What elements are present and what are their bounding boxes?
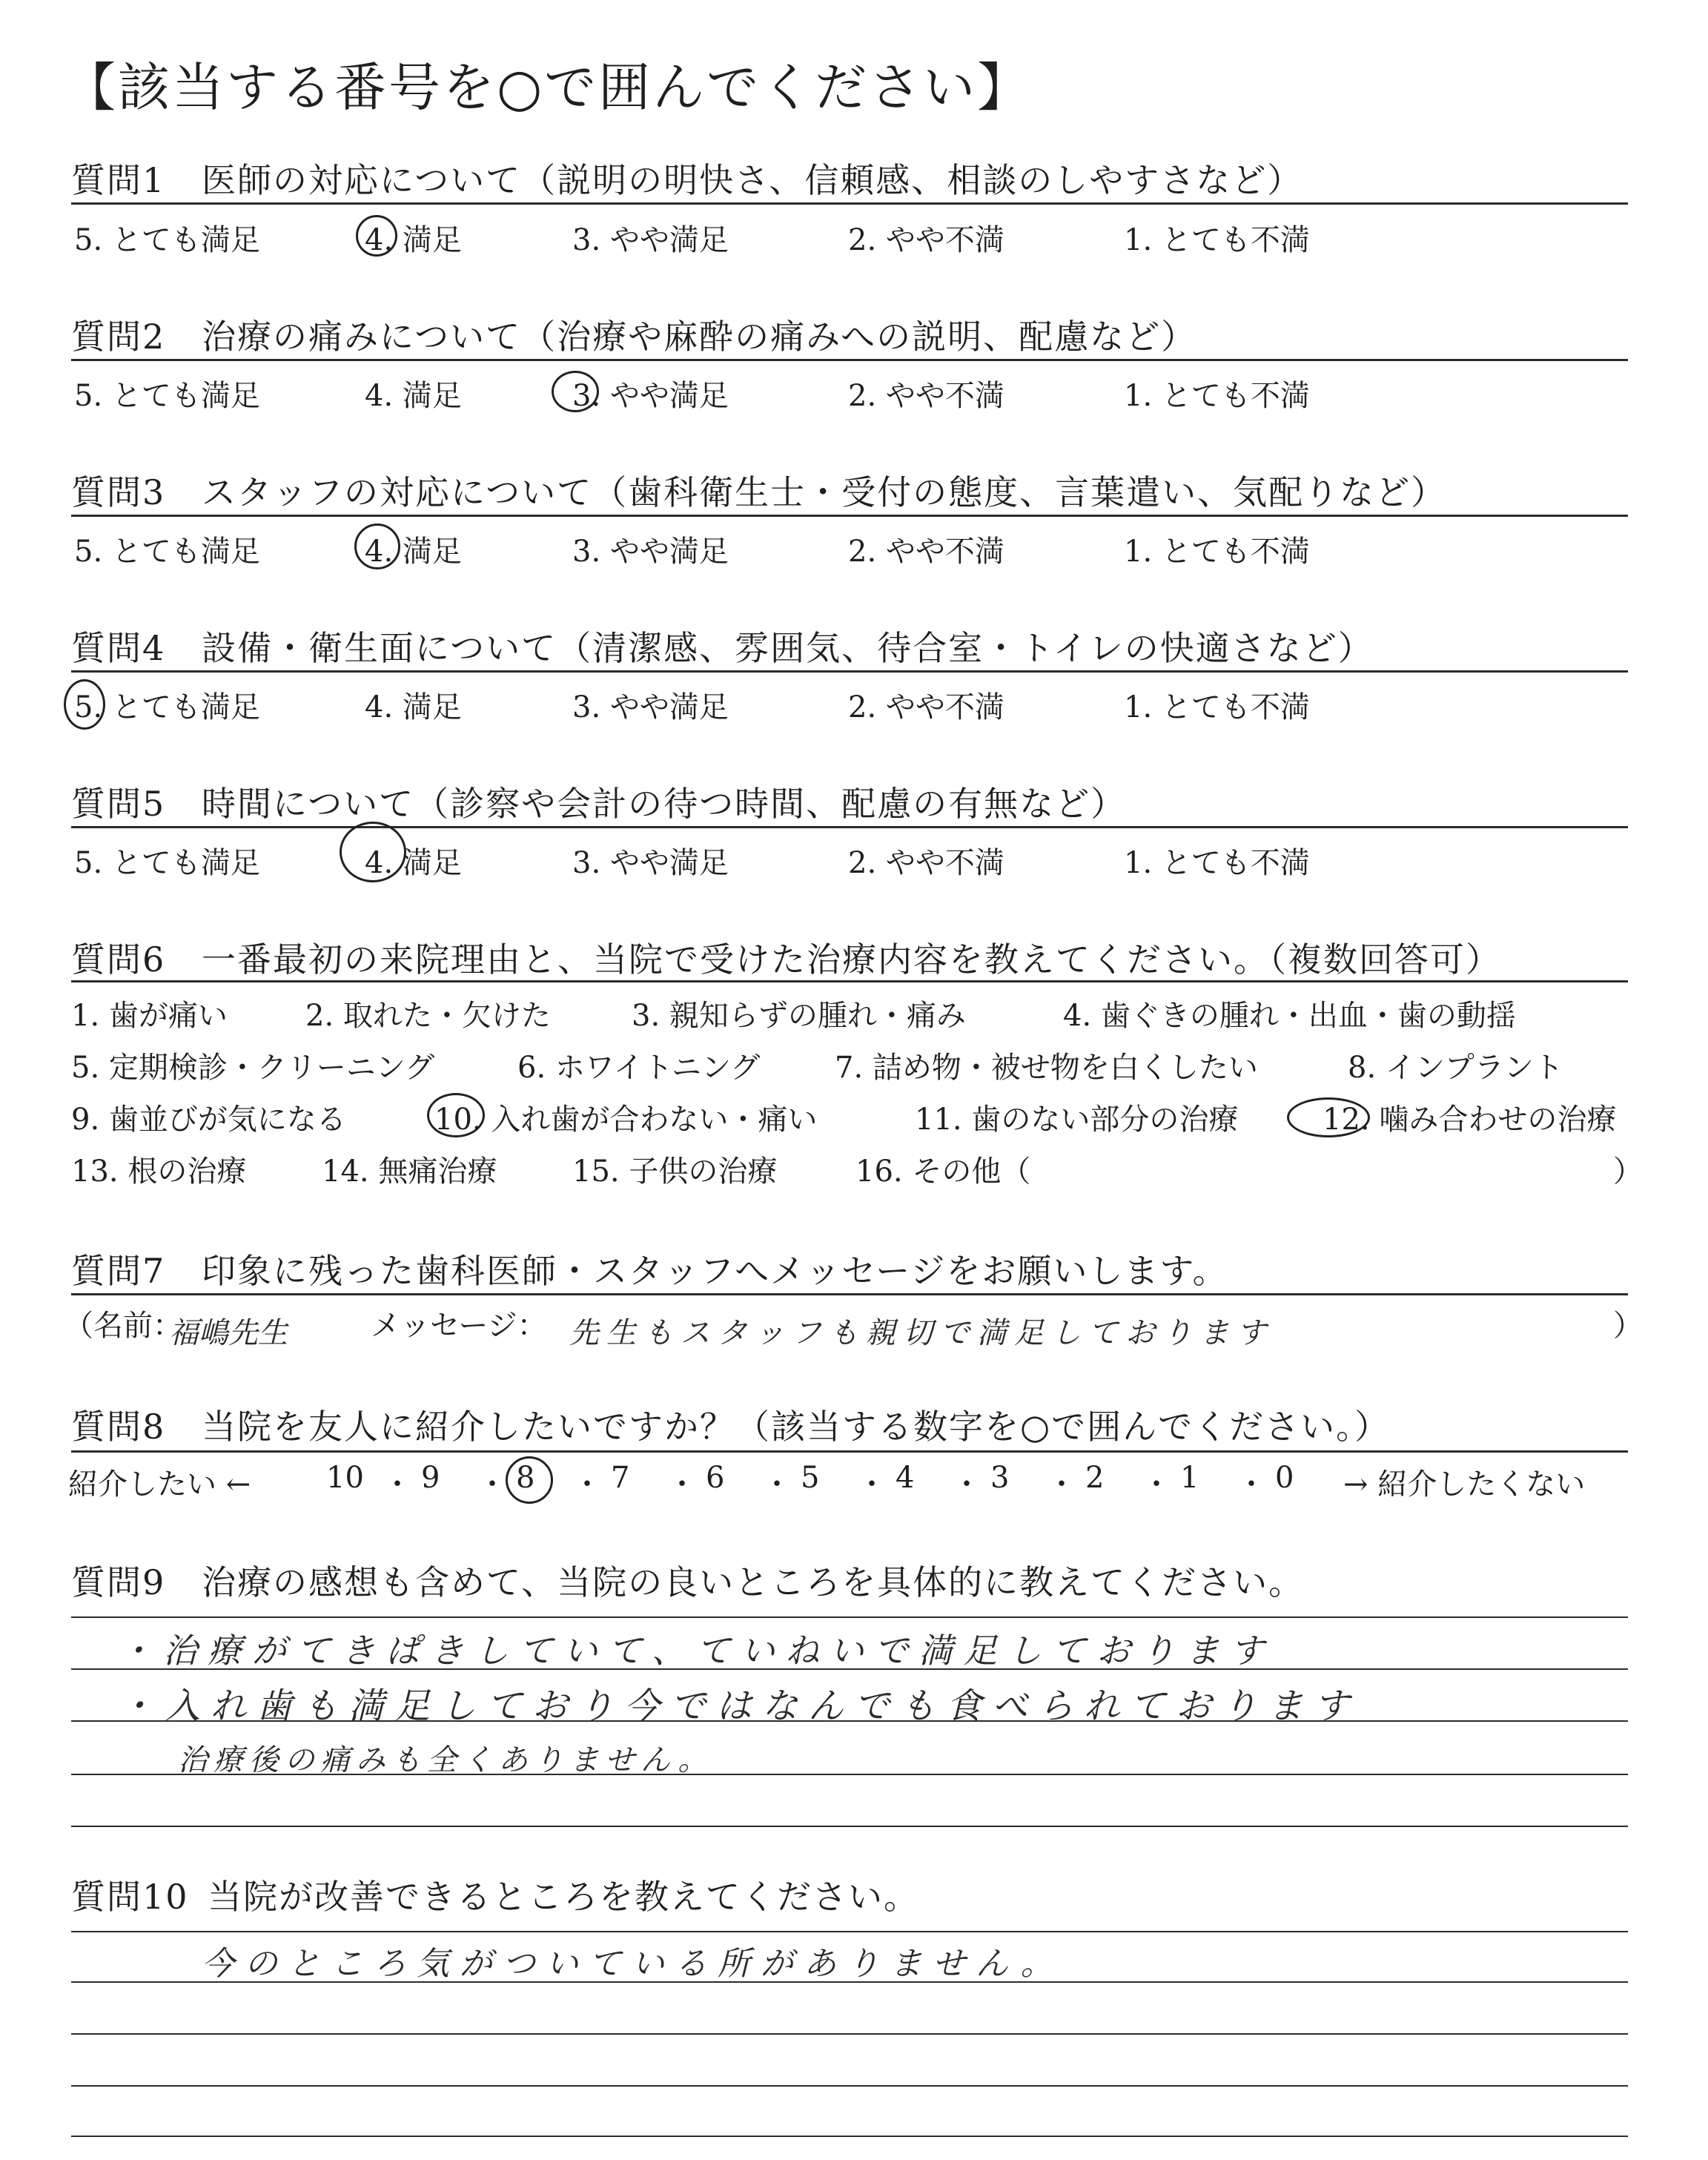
option-1[interactable]: 1. とても不満 xyxy=(1124,535,1310,569)
selection-circle xyxy=(427,1093,485,1137)
reason-option[interactable]: 15. 子供の治療 xyxy=(572,1155,778,1189)
option-4[interactable]: 4. 満足 xyxy=(365,846,462,880)
reason-option-other[interactable]: 16. その他（ xyxy=(855,1155,1031,1189)
answer-text[interactable]: 今のところ気がついている所がありません。 xyxy=(202,1945,1064,1983)
question-label: 質問6 xyxy=(71,939,166,980)
reason-option[interactable]: 1. 歯が痛い xyxy=(71,999,228,1033)
scale-value-6[interactable]: 6 xyxy=(706,1461,725,1495)
question-label: 質問7 xyxy=(71,1251,166,1291)
selection-circle xyxy=(64,679,105,730)
scale-value-3[interactable]: 3 xyxy=(990,1461,1010,1495)
reason-option[interactable]: 7. 詰め物・被せ物を白くしたい xyxy=(835,1051,1258,1085)
question-text: 医師の対応について（説明の明快さ、信頼感、相談のしやすさなど） xyxy=(202,160,1303,200)
option-5[interactable]: 5. とても満足 xyxy=(74,223,260,257)
reason-option[interactable]: 2. 取れた・欠けた xyxy=(305,999,551,1033)
selection-circle xyxy=(552,371,599,412)
answer-line xyxy=(71,2085,1628,2087)
reason-option[interactable]: 3. 親知らずの腫れ・痛み xyxy=(632,999,966,1033)
scale-separator: ・ xyxy=(1237,1467,1266,1502)
reason-option[interactable]: 4. 歯ぐきの腫れ・出血・歯の動揺 xyxy=(1063,999,1516,1033)
option-3[interactable]: 3. やや満足 xyxy=(572,223,729,257)
option-2[interactable]: 2. やや不満 xyxy=(848,690,1004,724)
divider xyxy=(71,1450,1628,1453)
option-3[interactable]: 3. やや満足 xyxy=(572,846,729,880)
answer-line xyxy=(71,2136,1628,2137)
reason-option[interactable]: 11. 歯のない部分の治療 xyxy=(915,1103,1239,1137)
scale-separator: ・ xyxy=(1142,1467,1171,1502)
option-5[interactable]: 5. とても満足 xyxy=(74,690,260,724)
scale-separator: ・ xyxy=(1047,1467,1076,1502)
divider xyxy=(71,515,1628,517)
scale-separator: ・ xyxy=(952,1467,982,1502)
option-2[interactable]: 2. やや不満 xyxy=(848,846,1004,880)
divider xyxy=(71,202,1628,205)
close-paren: ） xyxy=(1613,1155,1643,1189)
question-label: 質問2 xyxy=(71,317,166,357)
reason-option[interactable]: 5. 定期検診・クリーニング xyxy=(71,1051,435,1085)
question-label: 質問1 xyxy=(71,160,166,200)
message-value[interactable]: 先生もスタッフも親切で満足しております xyxy=(569,1316,1274,1350)
answer-line xyxy=(71,1826,1628,1827)
reason-option[interactable]: 14. 無痛治療 xyxy=(322,1155,497,1189)
scale-separator: ・ xyxy=(857,1467,887,1502)
answer-line xyxy=(71,1931,1628,1932)
question-label: 質問10 xyxy=(71,1877,189,1917)
scale-separator: ・ xyxy=(762,1467,792,1502)
option-5[interactable]: 5. とても満足 xyxy=(74,846,260,880)
close-paren: ） xyxy=(1613,1309,1643,1343)
question-text: 当院が改善できるところを教えてください。 xyxy=(208,1877,919,1917)
scale-separator: ・ xyxy=(477,1467,507,1502)
selection-circle xyxy=(340,822,406,882)
option-3[interactable]: 3. やや満足 xyxy=(572,535,729,569)
recommend-left-label: 紹介したい ← xyxy=(68,1467,251,1502)
option-4[interactable]: 4. 満足 xyxy=(365,379,462,413)
answer-text[interactable]: 治療後の痛みも全くありません。 xyxy=(178,1743,714,1777)
option-2[interactable]: 2. やや不満 xyxy=(848,223,1004,257)
option-4[interactable]: 4. 満足 xyxy=(365,535,462,569)
scale-value-5[interactable]: 5 xyxy=(801,1461,820,1495)
option-4[interactable]: 4. 満足 xyxy=(365,223,462,257)
option-3[interactable]: 3. やや満足 xyxy=(572,379,729,413)
question-text: 時間について（診察や会計の待つ時間、配慮の有無など） xyxy=(202,784,1127,824)
option-1[interactable]: 1. とても不満 xyxy=(1124,690,1310,724)
option-2[interactable]: 2. やや不満 xyxy=(848,379,1004,413)
question-text: スタッフの対応について（歯科衛生士・受付の態度、言葉遣い、気配りなど） xyxy=(202,472,1447,512)
recommend-right-label: → 紹介したくない xyxy=(1343,1467,1586,1502)
reason-option[interactable]: 12. 噛み合わせの治療 xyxy=(1323,1103,1617,1137)
question-text: 一番最初の来院理由と、当院で受けた治療内容を教えてください。（複数回答可） xyxy=(202,939,1501,980)
option-1[interactable]: 1. とても不満 xyxy=(1124,379,1310,413)
divider xyxy=(71,1293,1628,1295)
reason-option[interactable]: 13. 根の治療 xyxy=(71,1155,247,1189)
scale-separator: ・ xyxy=(572,1467,602,1502)
answer-text[interactable]: ・入れ歯も満足しており今ではなんでも食べられております xyxy=(119,1685,1360,1727)
question-text: 設備・衛生面について（清潔感、雰囲気、待合室・トイレの快適さなど） xyxy=(202,628,1374,668)
question-label: 質問5 xyxy=(71,784,166,824)
scale-value-10[interactable]: 10 xyxy=(326,1461,364,1495)
question-label: 質問9 xyxy=(71,1562,166,1602)
divider xyxy=(71,980,1628,982)
selection-circle xyxy=(1287,1097,1370,1137)
option-5[interactable]: 5. とても満足 xyxy=(74,535,260,569)
question-text: 治療の感想も含めて、当院の良いところを具体的に教えてください。 xyxy=(202,1562,1305,1602)
reason-option[interactable]: 9. 歯並びが気になる xyxy=(71,1103,346,1137)
question-text: 当院を友人に紹介したいですか？（該当する数字を○で囲んでください。） xyxy=(202,1407,1391,1447)
name-value[interactable]: 福嶋先生 xyxy=(169,1316,288,1350)
page-title: 【該当する番号を○で囲んでください】 xyxy=(64,57,1032,118)
reason-option[interactable]: 10. 入れ歯が合わない・痛い xyxy=(434,1103,818,1137)
scale-value-8[interactable]: 8 xyxy=(516,1461,535,1495)
name-label: （名前： xyxy=(64,1309,182,1343)
selection-circle xyxy=(506,1456,553,1504)
option-1[interactable]: 1. とても不満 xyxy=(1124,223,1310,257)
reason-option[interactable]: 8. インプラント xyxy=(1348,1051,1563,1085)
option-1[interactable]: 1. とても不満 xyxy=(1124,846,1310,880)
option-4[interactable]: 4. 満足 xyxy=(365,690,462,724)
divider xyxy=(71,826,1628,828)
selection-circle xyxy=(354,524,400,569)
message-label: メッセージ： xyxy=(371,1309,547,1343)
divider xyxy=(71,670,1628,673)
answer-line xyxy=(71,2033,1628,2035)
scale-value-1[interactable]: 1 xyxy=(1180,1461,1199,1495)
question-label: 質問4 xyxy=(71,628,166,668)
option-5[interactable]: 5. とても満足 xyxy=(74,379,260,413)
question-label: 質問3 xyxy=(71,472,166,512)
divider xyxy=(71,359,1628,361)
scale-value-7[interactable]: 7 xyxy=(611,1461,630,1495)
reason-option[interactable]: 6. ホワイトニング xyxy=(517,1051,761,1085)
question-text: 治療の痛みについて（治療や麻酔の痛みへの説明、配慮など） xyxy=(202,317,1197,357)
option-2[interactable]: 2. やや不満 xyxy=(848,535,1004,569)
scale-separator: ・ xyxy=(383,1467,412,1502)
answer-line xyxy=(71,1616,1628,1618)
answer-text[interactable]: ・治療がてきぱきしていて、ていねいで満足しております xyxy=(119,1631,1275,1671)
scale-value-4[interactable]: 4 xyxy=(896,1461,915,1495)
question-label: 質問8 xyxy=(71,1407,166,1447)
option-3[interactable]: 3. やや満足 xyxy=(572,690,729,724)
question-text: 印象に残った歯科医師・スタッフへメッセージをお願いします。 xyxy=(202,1251,1228,1291)
scale-value-9[interactable]: 9 xyxy=(421,1461,440,1495)
scale-value-0[interactable]: 0 xyxy=(1275,1461,1294,1495)
scale-value-2[interactable]: 2 xyxy=(1085,1461,1105,1495)
selection-circle xyxy=(356,215,397,257)
scale-separator: ・ xyxy=(667,1467,697,1502)
